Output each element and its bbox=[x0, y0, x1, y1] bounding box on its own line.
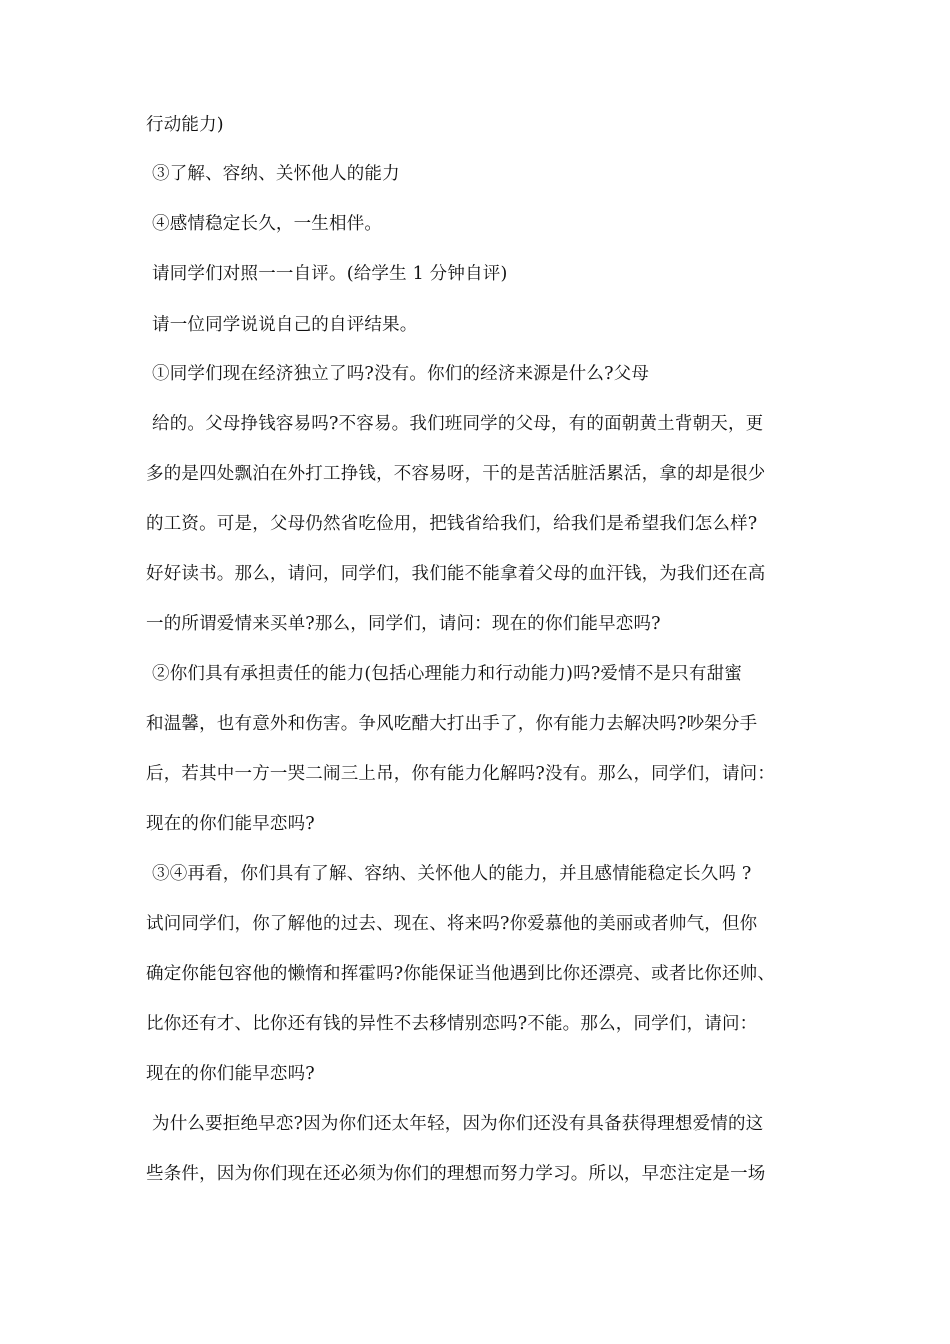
text-line: 些条件，因为你们现在还必须为你们的理想而努力学习。所以，早恋注定是一场 bbox=[146, 1164, 766, 1184]
text-line: ④感情稳定长久，一生相伴。 bbox=[152, 214, 383, 234]
text-line: 好好读书。那么，请问，同学们，我们能不能拿着父母的血汗钱，为我们还在高 bbox=[146, 564, 766, 584]
text-line: 多的是四处飘泊在外打工挣钱，不容易呀，干的是苦活脏活累活，拿的却是很少 bbox=[146, 464, 766, 484]
text-line: 现在的你们能早恋吗? bbox=[146, 1064, 315, 1084]
text-line: 后，若其中一方一哭二闹三上吊，你有能力化解吗?没有。那么，同学们，请问： bbox=[146, 764, 776, 784]
text-line: ③了解、容纳、关怀他人的能力 bbox=[152, 164, 400, 184]
text-line: 一的所谓爱情来买单?那么，同学们，请问：现在的你们能早恋吗? bbox=[146, 614, 661, 634]
text-line: 和温馨，也有意外和伤害。争风吃醋大打出手了，你有能力去解决吗?吵架分手 bbox=[146, 714, 758, 734]
text-line: 现在的你们能早恋吗? bbox=[146, 814, 315, 834]
text-line: 行动能力) bbox=[146, 115, 224, 135]
text-line: 请一位同学说说自己的自评结果。 bbox=[152, 315, 418, 335]
text-line: ②你们具有承担责任的能力(包括心理能力和行动能力)吗?爱情不是只有甜蜜 bbox=[152, 664, 743, 684]
text-line: 给的。父母挣钱容易吗?不容易。我们班同学的父母，有的面朝黄土背朝天，更 bbox=[152, 414, 764, 434]
text-line: 的工资。可是，父母仍然省吃俭用，把钱省给我们，给我们是希望我们怎么样? bbox=[146, 514, 758, 534]
text-line: ③④再看，你们具有了解、容纳、关怀他人的能力，并且感情能稳定长久吗 ? bbox=[152, 864, 752, 884]
text-line: 确定你能包容他的懒惰和挥霍吗?你能保证当他遇到比你还漂亮、或者比你还帅、 bbox=[146, 964, 776, 984]
text-line: 试问同学们，你了解他的过去、现在、将来吗?你爱慕他的美丽或者帅气，但你 bbox=[146, 914, 758, 934]
text-line: 为什么要拒绝早恋?因为你们还太年轻，因为你们还没有具备获得理想爱情的这 bbox=[152, 1114, 764, 1134]
text-line: 请同学们对照一一自评。(给学生 1 分钟自评) bbox=[152, 264, 508, 284]
text-line: 比你还有才、比你还有钱的异性不去移情别恋吗?不能。那么，同学们，请问： bbox=[146, 1014, 758, 1034]
text-line: ①同学们现在经济独立了吗?没有。你们的经济来源是什么?父母 bbox=[152, 364, 650, 384]
